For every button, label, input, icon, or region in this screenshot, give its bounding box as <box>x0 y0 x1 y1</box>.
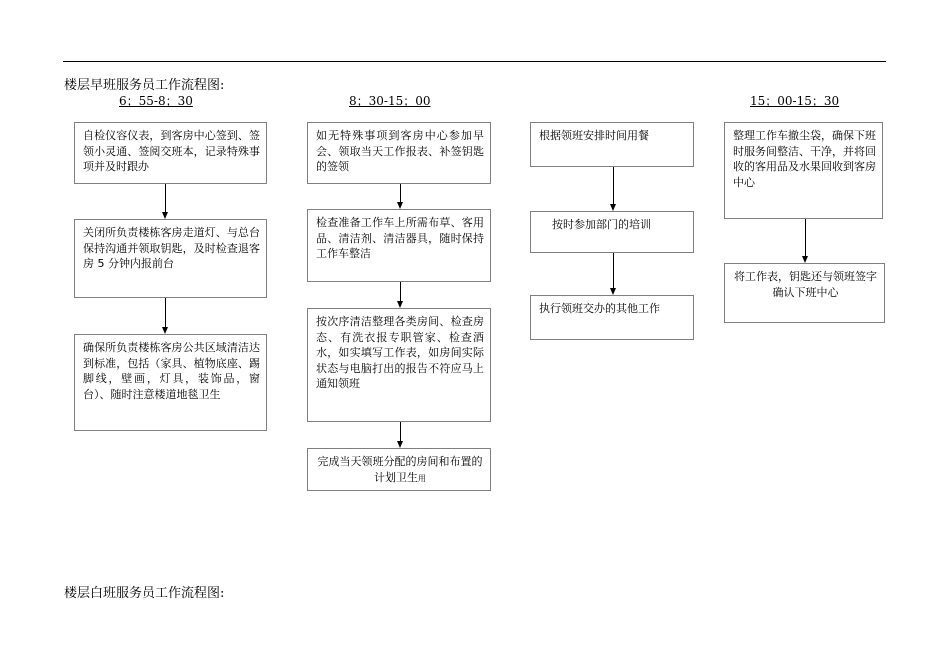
flow-step-col4-2: 将工作表，钥匙还与领班签字确认下班中心 <box>724 263 885 323</box>
flow-step-col2-4 <box>307 448 491 491</box>
time-range-col2: 8；30-15；00 <box>349 94 431 108</box>
morning-shift-title: 楼层早班服务员工作流程图: <box>64 78 225 93</box>
flow-step-col3-2: 按时参加部门的培训 <box>530 211 694 253</box>
flow-step-col2-1: 如无特殊事项到客房中心参加早会、领取当天工作报表、补签钥匙的签领 <box>307 122 491 184</box>
connector-line <box>805 219 806 258</box>
flow-step-col1-3: 确保所负责楼栋客房公共区域清洁达到标准，包括（家具、植物底座、踢脚线，壁画，灯具，装饰品，窗台）、随时注意楼道地毯卫生 <box>74 334 267 431</box>
arrow-down-icon <box>802 256 808 263</box>
flow-step-col1-1: 自检仪容仪表，到客房中心签到、签领小灵通、签阅交班本，记录特殊事项并及时跟办 <box>74 122 267 184</box>
arrow-down-icon <box>397 301 403 308</box>
arrow-down-icon <box>162 212 168 219</box>
flow-step-col2-2: 检查准备工作车上所需布草、客用品、清洁剂、清洁器具，随时保持工作车整洁 <box>307 209 491 282</box>
connector-line <box>400 422 401 443</box>
arrow-down-icon <box>397 202 403 209</box>
time-range-col1: 6；55-8；30 <box>119 94 193 108</box>
arrow-down-icon <box>162 327 168 334</box>
time-range-col4: 15；00-15；30 <box>750 94 840 108</box>
connector-line <box>165 298 166 329</box>
flow-step-col2-3: 按次序清洁整理各类房间、检查房态、有洗衣报专职管家、检查酒水，如实填写工作表，如房间实际状态与电脑打出的报告不符应马上通知领班 <box>307 308 491 422</box>
flow-step-col1-2: 关闭所负责楼栋客房走道灯、与总台保持沟通并领取钥匙，及时检查退客房 5 分钟内报前台 <box>74 219 267 298</box>
arrow-down-icon <box>610 204 616 211</box>
flow-step-col2-4-text: 完成当天领班分配的房间和布置的计划卫生 <box>317 455 483 484</box>
flow-step-col3-1: 根据领班安排时间用餐 <box>530 122 694 167</box>
connector-line <box>165 184 166 214</box>
flow-step-col4-1: 整理工作车撤尘袋，确保下班时服务间整洁、干净，并将回收的客用品及水果回收到客房中心 <box>724 122 883 219</box>
connector-line <box>400 282 401 303</box>
arrow-down-icon <box>610 288 616 295</box>
flow-step-col2-4-suffix: 用 <box>418 473 426 483</box>
flow-step-col3-3: 执行领班交办的其他工作 <box>530 295 694 340</box>
connector-line <box>613 253 614 290</box>
top-rule <box>63 61 886 62</box>
connector-line <box>400 184 401 204</box>
day-shift-title: 楼层白班服务员工作流程图: <box>64 586 225 601</box>
connector-line <box>613 167 614 206</box>
arrow-down-icon <box>397 441 403 448</box>
